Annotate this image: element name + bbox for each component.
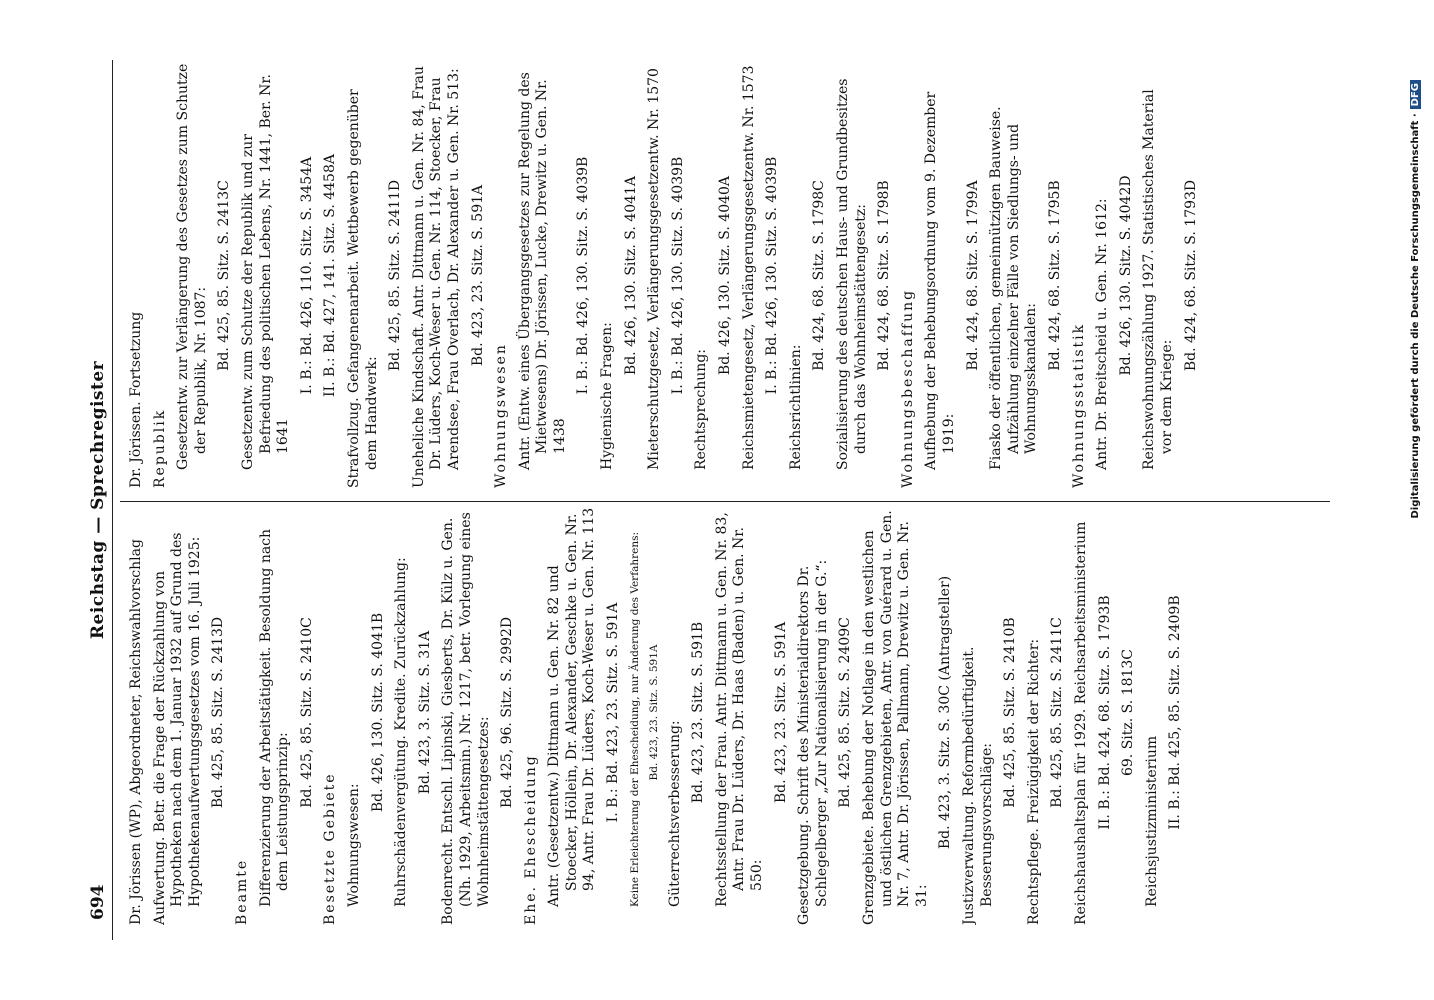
stamp-text: Digitalisierung gefördert durch die Deutsche Forschungsgemeinschaft · [1410,113,1421,519]
subentry: Reichsmietengesetz, Verlängerungsgesetzentw. Nr. 1573 [740,65,757,470]
citation: Bd. 423, 23. Sitz. S. 591A [469,184,486,367]
header-rule [112,60,113,940]
citation: Bd. 425, 85. Sitz. S. 2411D [387,179,404,372]
entry-uneheliche-kindschaft: Uneheliche Kindschaft. Antr. Dittmann u. Gen. Nr. 84, Frau Dr. Lüders, Koch-Weser u. Gen. Nr. 114, Stoecker, Frau Arendsee, Frau Overlach, Dr. Alexander u. Gen. Nr. 513: [410,66,462,488]
citation: Bd. 424, 68. Sitz. S. 1798B [876,180,893,371]
entry-justizverwaltung: Justizverwaltung. Reformbedürftigkeit. Besserungsvorschläge: [960,646,995,925]
keyword: Beamte [233,858,250,925]
citation: Bd. 425, 85. Sitz. S. 2411C [1049,617,1066,808]
citation: Bd. 424, 68. Sitz. S. 1795B [1046,180,1063,371]
subentry: Mieterschutzgesetz, Verlängerungsgesetzentw. Nr. 1570 [646,68,663,470]
keyword: Besetzte Gebiete [322,772,339,925]
dfg-stamp [1410,80,1428,920]
citation: Bd. 423, 3. Sitz. S. 31A [416,630,433,795]
citation: Bd. 426, 130. Sitz. S. 4042D [1117,175,1134,376]
entry-heading: Dr. Jörissen. Fortsetzung [128,311,144,488]
entry-rechtspflege: Rechtspflege. Freizügigkeit der Richter: [1025,638,1042,925]
entry-bodenrecht: Bodenrecht. Entschl. Lipinski, Giesberts, Dr. Külz u. Gen. (Nh. 1929, Arbeitsmin.) Nr. 1217, betr. Vorlegung eines Wohnheimstättengesetzes: [440,512,492,925]
subentry: Aufhebung der Behebungsordnung vom 9. Dezember 1919: [923,91,957,470]
citation: Bd. 424, 68. Sitz. S. 1793D [1182,179,1199,372]
subentry: Wohnungswesen: [345,783,362,907]
citation: Bd. 425, 85. Sitz. S. 2409C [837,617,854,808]
citation: Bd. 425, 85. Sitz. S. 2413C [216,180,233,371]
citation: Bd. 425, 85. Sitz. S. 2410C [298,617,315,808]
subentry: Reichsrichtlinien: [787,344,804,470]
citation: Bd. 426, 130. Sitz. S. 4040A [717,175,734,376]
keyword: Republik [151,408,168,488]
right-column [128,63,1328,488]
subentry-small: Keine Erleichterung der Ehescheidung, nur Änderung des Verfahrens: [628,531,641,907]
entry-gesetzgebung: Gesetzgebung. Schrift des Ministerialdirektors Dr. Schlegelberger „Zur Nationalisierung in der G.“: [796,559,830,925]
citation: Bd. 426, 130. Sitz. S. 4041B [369,612,386,813]
citation: Bd. 426, 130. Sitz. S. 4041A [622,175,639,376]
citation: Bd. 423, 23. Sitz. S. 591A [772,621,789,804]
entry-heading: Dr. Jörissen (WP), Abgeordneter, Reichswahlvorschlag [128,539,144,925]
subentry: Rechtsprechung: [693,348,710,470]
left-column [128,500,1328,925]
subentry: Antr. (Gesetzentw.) Dittmann u. Gen. Nr. 82 und Stoecker, Höllein, Dr. Alexander, Geschke u. Gen. Nr. 94, Antr. Frau Dr. Lüders, Koch-Weser u. Gen. Nr. 113 [546,507,598,907]
citation: II. B.: Bd. 427, 141. Sitz. S. 4458A [322,154,339,397]
subentry: Hygienische Fragen: [599,322,616,470]
subentry: Sozialisierung des deutschen Haus- und Grundbesitzes durch das Wohnheimstättengesetz: [835,78,869,470]
citation: Bd. 423, 3. Sitz. S. 30C (Antragsteller) [937,575,954,850]
subentry: Ruhrschädenvergütung. Kredite. Zurückzahlung: [393,557,410,907]
entry-reichshaushaltsplan: Reichshaushaltsplan für 1929. Reichsarbeitsministerium [1072,521,1089,925]
citation: Bd. 423, 23. Sitz. S. 591B [690,621,707,804]
citation: Bd. 423, 23. Sitz. S. 591A [647,644,660,781]
citation: I. B.: Bd. 423, 23. Sitz. S. 591A [605,602,622,823]
page-title: Reichstag — Sprechregister [88,360,108,640]
keyword: Ehe. Ehescheidung [522,754,539,925]
citation: I. B.: Bd. 426, 130. Sitz. S. 4039B [764,156,781,395]
citation: Bd. 425, 85. Sitz. S. 2410B [1002,617,1019,808]
entry-aufwertung: Aufwertung. Betr. die Frage der Rückzahlung von Hypotheken nach dem 1. Januar 1932 auf Grund des Hypothekenaufwertungsgesetzes vom 16. Juli 1925: [151,532,203,925]
subentry: Reichswohnungszählung 1927. Statistisches Material vor dem Kriege: [1141,89,1175,470]
keyword: Wohnungsstatistik [1070,322,1087,488]
subentry: Reichsjustizministerium [1143,735,1160,907]
dfg-logo: DFG [1410,80,1421,109]
subentry: Antr. Dr. Breitscheid u. Gen. Nr. 1612: [1094,198,1111,470]
citation: I. B.: Bd. 426, 130. Sitz. S. 4039B [575,156,592,395]
subentry: Fiasko der öffentlichen, gemeinnützigen Bauweise. Aufzählung einzelner Fälle von Siedlungs- und Wohnungsskandalen: [988,106,1040,470]
entry-grenzgebiete: Grenzgebiete. Behebung der Notlage in den westlichen und östlichen Grenzgebieten, Antr. von Guérard u. Gen. Nr. 7, Antr. Dr. Jörissen, Pallmann, Drewitz u. Gen. Nr. 31: [861,510,930,925]
subentry: Gesetzentw. zum Schutze der Republik und zur Befriedung des politischen Lebens, Nr. 1441, Ber. Nr. 1641 [239,74,292,470]
citation: I. B.: Bd. 426, 110. Sitz. S. 3454A [298,156,315,395]
subentry: Gesetzentw. zur Verlängerung des Gesetzes zum Schutze der Republik, Nr. 1087: [175,63,209,470]
subentry: Rechtsstellung der Frau. Antr. Dittmann u. Gen. Nr. 83, Antr. Frau Dr. Lüders, Dr. Haas (Baden) u. Gen. Nr. 550: [713,512,766,907]
page-number: 694 [88,884,108,920]
citation: Bd. 425, 96. Sitz. S. 2992D [499,616,516,809]
citation: Bd. 425, 85. Sitz. S. 2413D [210,616,227,809]
page-header [88,60,112,940]
citation: I. B.: Bd. 426, 130. Sitz. S. 4039B [669,156,686,395]
citation: II. B.: Bd. 424, 68. Sitz. S. 1793B [1096,595,1113,830]
citation: 69. Sitz. S. 1813C [1120,648,1137,777]
citation: Bd. 424, 68. Sitz. S. 1798C [811,180,828,371]
keyword: Wohnungswesen [493,343,510,488]
subentry: Differenzierung der Arbeitstätigkeit. Besoldung nach dem Leistungsprinzip: [257,528,292,907]
subentry: Güterrechtsverbesserung: [666,720,683,907]
citation: II. B.: Bd. 425, 85. Sitz. S. 2409B [1167,595,1184,830]
keyword: Wohnungsbeschaffung [899,288,916,488]
entry-strafvollzug: Strafvollzug. Gefangenenarbeit. Wettbewerb gegenüber dem Handwerk: [345,89,380,488]
subentry: Antr. (Entw. eines Übergangsgesetzes zur Regelung des Mietwesens) Dr. Jörissen, Lucke, Drewitz u. Gen. Nr. 1438 [516,72,568,470]
citation: Bd. 424, 68. Sitz. S. 1799A [964,180,981,371]
